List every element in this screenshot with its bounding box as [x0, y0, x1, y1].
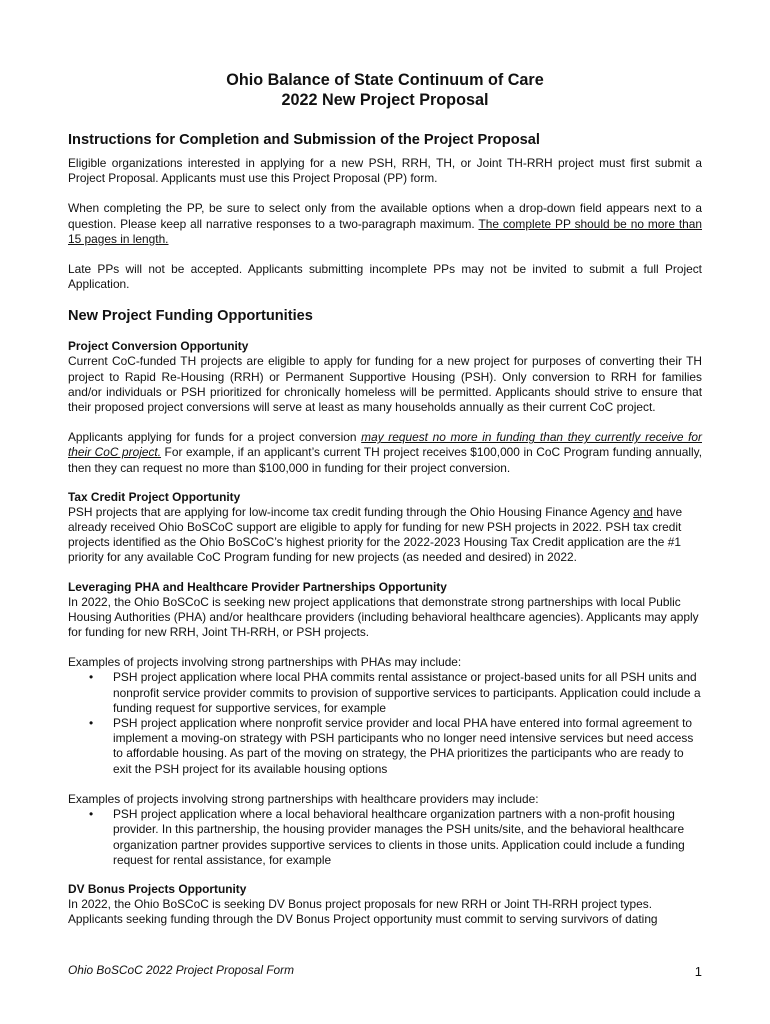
page-limit-note: The complete PP should be no more than 15 pages in length. — [68, 216, 703, 246]
list-item-text: PSH project application where a local behavioral healthcare organization partners with a non-profit housing provider. In this partnership, the housing provider manages the PSH units/site, and the behavioral healthcare organization partner provides supportive services to clients in those units. Application could include a funding request for rental assistance, for example — [113, 807, 685, 867]
conversion-paragraph-2 — [68, 430, 702, 476]
list-item-text: PSH project application where local PHA commits rental assistance or project-based units for all PSH units and nonprofit service provider commits to provision of supportive services to participants. Application could include a funding request for supportive services, for example — [113, 670, 701, 715]
list-item — [68, 807, 702, 868]
tax-credit-paragraph — [68, 505, 702, 566]
instructions-paragraph-2-text: When completing the PP, be sure to select only from the available options when a drop-down field appears next to a question. Please keep all narrative responses to a two-paragraph maximum. — [68, 201, 702, 231]
healthcare-examples-list — [68, 807, 702, 868]
funding-heading: New Project Funding Opportunities — [68, 308, 313, 325]
document-page — [68, 70, 702, 927]
leveraging-heading: Leveraging PHA and Healthcare Provider Partnerships Opportunity — [68, 579, 447, 594]
pha-examples-intro: Examples of projects involving strong partnerships with PHAs may include: — [68, 655, 462, 670]
bullet-icon: • — [89, 670, 94, 685]
leveraging-paragraph: In 2022, the Ohio BoSCoC is seeking new project applications that demonstrate strong partnerships with local Public Housing Authorities (PHA) and/or healthcare providers (including behavioral healthcare agencies). Applicants may apply for funding for new RRH, Joint TH-RRH, or PSH projects. — [68, 594, 699, 640]
healthcare-examples-intro: Examples of projects involving strong partnerships with healthcare providers may include: — [68, 791, 539, 806]
dv-bonus-paragraph: In 2022, the Ohio BoSCoC is seeking DV Bonus project proposals for new RRH or Joint TH-RRH project types. Applicants seeking funding through the DV Bonus Project opportunity must commit to serving survivors of dating — [68, 896, 658, 927]
conversion-funding-limit: may request no more in funding than they currently receive for their CoC project. — [68, 430, 702, 460]
list-item-text: PSH project application where nonprofit service provider and local PHA have entered into formal agreement to implement a moving-on strategy with PSH participants who no longer need intensive services but need access to affordable housing. As part of the moving on strategy, the PHA prioritizes the participants who are ready to exit the PSH project for its available housing options — [113, 716, 694, 776]
document-subtitle: 2022 New Project Proposal — [281, 91, 489, 109]
instructions-paragraph-1: Eligible organizations interested in applying for a new PSH, RRH, TH, or Joint TH-RRH project must first submit a Project Proposal. Applicants must use this Project Proposal (PP) form. — [68, 156, 702, 186]
instructions-paragraph-3: Late PPs will not be accepted. Applicants submitting incomplete PPs may not be invited to submit a full Project Application. — [68, 262, 702, 292]
instructions-heading: Instructions for Completion and Submission of the Project Proposal — [68, 132, 540, 148]
list-item — [68, 716, 702, 777]
dv-bonus-heading: DV Bonus Projects Opportunity — [68, 881, 247, 896]
list-item — [68, 670, 702, 716]
page-number: 1 — [694, 964, 702, 979]
document-title: Ohio Balance of State Continuum of Care — [226, 71, 544, 89]
instructions-paragraph-2 — [68, 201, 702, 247]
bullet-icon: • — [89, 807, 94, 822]
conversion-paragraph-2-lead: Applicants applying for funds for a project conversion — [68, 430, 362, 445]
conversion-heading: Project Conversion Opportunity — [68, 339, 249, 354]
tax-credit-paragraph-lead: PSH projects that are applying for low-income tax credit funding through the Ohio Housing Finance Agency — [68, 504, 634, 519]
bullet-icon: • — [89, 716, 94, 731]
page-footer — [68, 963, 702, 978]
tax-credit-and: and — [633, 504, 653, 519]
tax-credit-paragraph-rest: have already received Ohio BoSCoC support are eligible to apply for funding for new PSH projects in 2022. PSH tax credit projects identified as the Ohio BoSCoC’s highest priority for the 2022-2023 Housing Tax Credit application are the #1 priority for any available CoC Program funding for new projects (as needed and desired) in 2022. — [68, 504, 683, 565]
conversion-paragraph-2-rest: For example, if an applicant’s current TH project receives $100,000 in CoC Program funding annually, then they can request no more than $100,000 in funding for their project conversion. — [68, 445, 702, 475]
tax-credit-heading: Tax Credit Project Opportunity — [68, 489, 241, 504]
footer-form-name: Ohio BoSCoC 2022 Project Proposal Form — [68, 963, 295, 977]
pha-examples-list — [68, 670, 702, 776]
conversion-paragraph-1: Current CoC-funded TH projects are eligible to apply for funding for a new project for purposes of converting their TH project to Rapid Re-Housing (RRH) or Permanent Supportive Housing (PSH). Only conversion to RRH for families and/or individuals or PSH prioritized for chronically homeless will be permitted. Applicants should strive to ensure that their proposed project conversions will serve at least as many households annually as their current CoC project. — [68, 354, 702, 415]
